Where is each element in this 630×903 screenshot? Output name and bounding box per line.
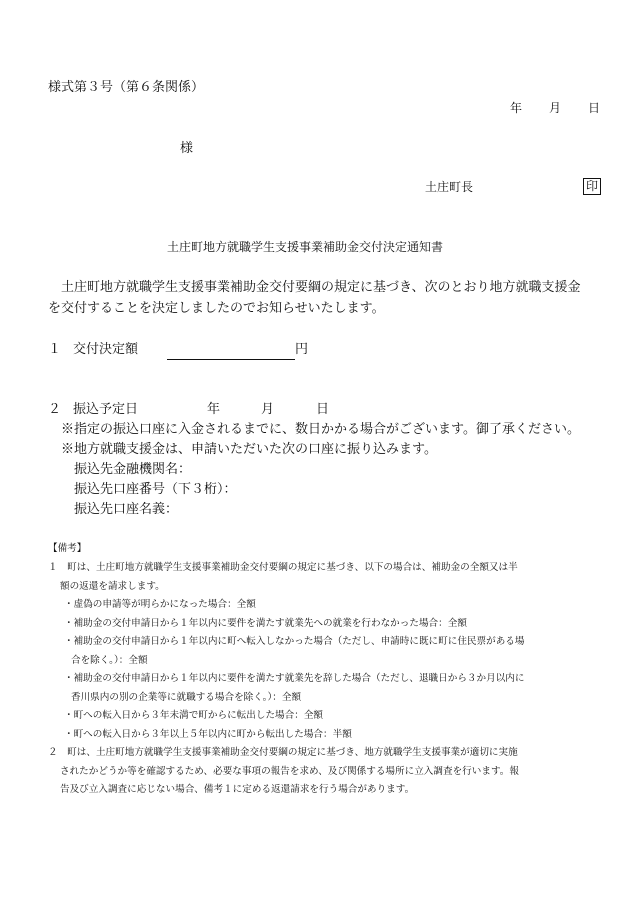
amount-blank-line	[167, 341, 295, 360]
account-number-label: 振込先口座番号（下３桁）：	[74, 482, 237, 497]
bank-name-label: 振込先金融機関名：	[74, 462, 192, 477]
form-label: 様式第３号（第６条関係）	[48, 80, 205, 95]
date-month-label: 月	[549, 101, 562, 115]
remark-1-line-2: 額の返還を請求します。	[60, 580, 165, 592]
document-title: 土庄町地方就職学生支援事業補助金交付決定通知書	[167, 240, 444, 254]
remarks-heading: 【備考】	[48, 543, 87, 554]
item2-number: ２	[48, 402, 62, 417]
remark-2-line-2: されたかどうか等を確認するため、必要な事項の報告を求め、及び関係する場所に立入調査を行います。報	[60, 765, 519, 777]
body-line-2: を交付することを決定しましたのでお知らせいたします。	[48, 301, 385, 316]
seal-mark: 印	[583, 178, 601, 195]
remark-1-line-1: １ 町は、土庄町地方就職学生支援事業補助金交付要綱の規定に基づき、以下の場合は、補助金の全額又は半	[48, 562, 518, 573]
date-day-label: 日	[588, 101, 601, 115]
remark-bullet-3-line-1: ・補助金の交付申請日から１年以内に町へ転入しなかった場合（ただし、申請時に既に町に住民票がある場	[64, 636, 525, 647]
remark-bullet-1: ・虚偽の申請等が明らかになった場合：全額	[64, 599, 256, 610]
remark-2-line-1: ２ 町は、土庄町地方就職学生支援事業補助金交付要綱の規定に基づき、地方就職学生支援事業が適切に実施	[48, 747, 518, 758]
remark-bullet-3-line-2: 合を除く。）：全額	[71, 654, 148, 666]
item2-label: 振込予定日	[73, 402, 139, 417]
remark-bullet-4-line-1: ・補助金の交付申請日から１年以内に要件を満たす就業先を辞した場合（ただし、退職日から３か月以内に	[64, 673, 525, 684]
remark-bullet-4-line-2: 香川県内の別の企業等に就職する場合を除く。）：全額	[71, 691, 302, 703]
recipient-suffix: 様	[180, 141, 194, 156]
remarks-list	[48, 559, 600, 800]
body-paragraph	[48, 277, 604, 319]
transfer-day-label: 日	[316, 402, 330, 417]
transfer-note-2: ※地方就職支援金は、申請いただいた次の口座に振り込みます。	[61, 442, 437, 457]
amount-unit: 円	[295, 342, 309, 357]
account-name-label: 振込先口座名義：	[74, 502, 179, 517]
amount-field	[167, 341, 308, 360]
remark-2-line-3: 告及び立入調査に応じない場合、備考１に定める返還請求を行う場合があります。	[60, 784, 415, 795]
body-line-1: 土庄町地方就職学生支援事業補助金交付要綱の規定に基づき、次のとおり地方就職支援金	[61, 280, 581, 295]
remark-bullet-2: ・補助金の交付申請日から１年以内に要件を満たす就業先への就業を行わなかった場合：全額	[64, 617, 467, 629]
remark-bullet-6: ・町への転入日から３年以上５年以内に町から転出した場合：半額	[64, 728, 352, 740]
item1-label: 交付決定額	[73, 342, 139, 357]
item1-number: １	[48, 342, 62, 357]
transfer-note-1: ※指定の振込口座に入金されるまでに、数日かかる場合がございます。御了承ください。	[61, 422, 580, 437]
date-year-label: 年	[510, 101, 523, 115]
remark-bullet-5: ・町への転入日から３年未満で町からに転出した場合：全額	[64, 710, 324, 721]
issuer-name: 土庄町長	[425, 180, 474, 194]
transfer-year-label: 年	[207, 402, 221, 417]
transfer-month-label: 月	[261, 402, 275, 417]
